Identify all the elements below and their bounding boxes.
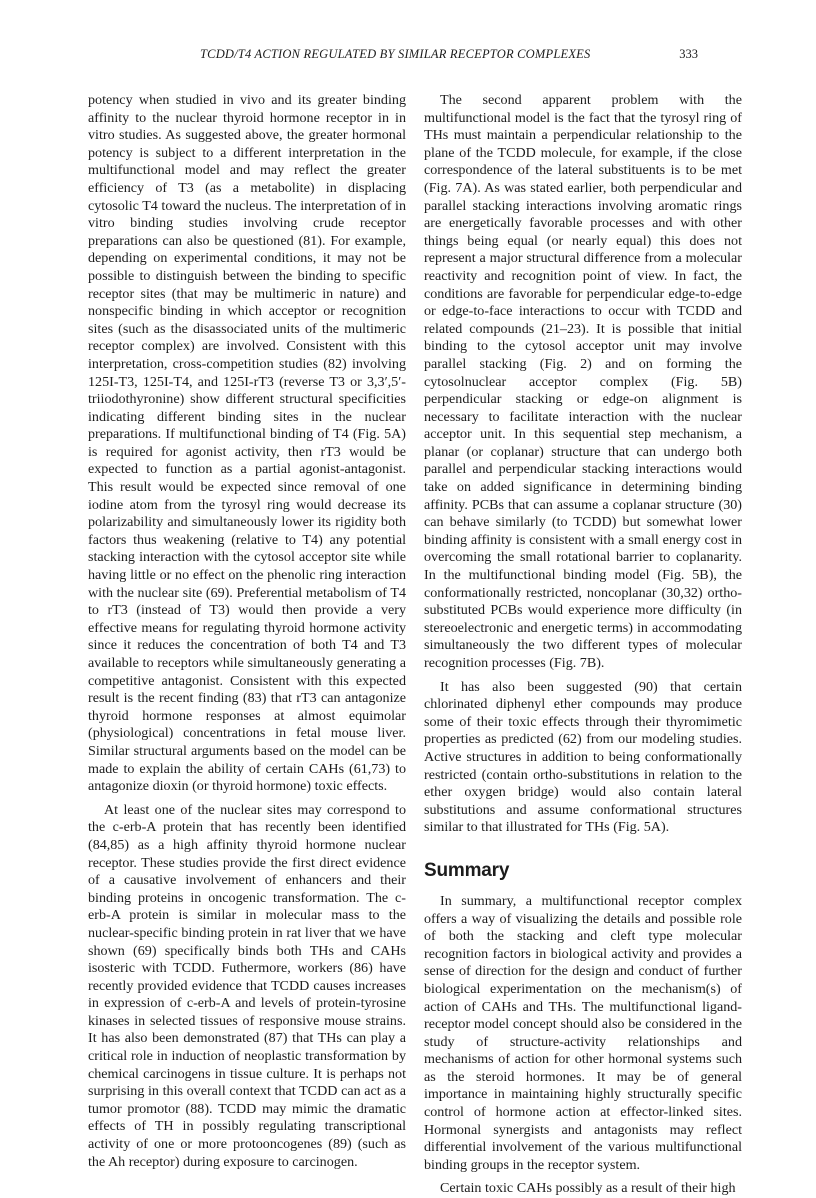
left-column bbox=[88, 92, 406, 1171]
running-title: TCDD/T4 ACTION REGULATED BY SIMILAR RECEPTOR COMPLEXES bbox=[200, 47, 591, 61]
left-paragraph-1: potency when studied in vivo and its greater binding affinity to the nuclear thyroid hormone receptor in in vitro studies. As suggested above, the greater hormonal potency is subject to a different interpretation in the multifunctional model and may reflect the greater efficiency of T3 (as a metabolite) in displacing cytosolic T4 toward the nucleus. The interpretation of in vitro binding studies involving crude receptor preparations can also be questioned (81). For example, depending on experimental conditions, it may not be possible to distinguish between the binding to specific receptor sites (that may be multimeric in nature) and nonspecific binding in which acceptor or recognition sites (such as the disassociated units of the multimeric receptor complex) are involved. Consistent with this interpretation, cross-competition studies (82) involving 125I-T3, 125I-T4, and 125I-rT3 (reverse T3 or 3,3′,5′-triiodothyronine) show different structural specificities indicating different binding sites in the nuclear preparations. If multifunctional binding of T4 (Fig. 5A) is required for agonist activity, then rT3 would be expected to function as a partial agonist-antagonist. This result would be expected since removal of one iodine atom from the tyrosyl ring would decrease its polarizability and simultaneously lower its rigidity both factors thus weakening (relative to T4) any potential stacking interaction with the cytosol acceptor site while having little or no effect on the phenolic ring interaction with the nuclear site (69). Preferential metabolism of T4 to rT3 (instead of T3) would then provide a very effective means for regulating thyroid hormone activity since it reduces the concentration of both T4 and T3 available to receptors while simultaneously generating a competitive antagonist. Consistent with this expected result is the recent finding (83) that rT3 can antagonize thyroid hormone responses at almost equimolar (physiological) concentrations in fetal mouse liver. Similar structural arguments based on the model can be made to explain the ability of certain CAHs (61,73) to antagonize dioxin (or thyroid hormone) toxic effects. bbox=[88, 92, 406, 795]
running-header bbox=[0, 47, 816, 67]
section-heading-summary: Summary bbox=[424, 859, 510, 881]
summary-paragraph-2: Certain toxic CAHs possibly as a result of their high bbox=[440, 1180, 736, 1197]
summary-paragraph-1: In summary, a multifunctional receptor complex offers a way of visualizing the details and possible role of both the stacking and cleft type molecular recognition factors in biological activity and provides a sense of direction for the design and conduct of further biological experimentation on the mechanism(s) of action of CAHs and THs. The multifunctional ligand-receptor model concept should also be considered in the study of structure-activity relationships and mechanisms of action for other hormonal systems such as the steroid hormones. It may be of general importance in maintaining highly structurally specific control of hormone action at effector-linked sites. Hormonal synergists and antagonists may reflect differential involvement of the various multifunctional binding groups in the receptor system. bbox=[424, 892, 742, 1173]
right-paragraph-1: The second apparent problem with the multifunctional model is the fact that the tyrosyl ring of THs must maintain a perpendicular relationship to the plane of the TCDD molecule, for example, if the close correspondence of the lateral substituents is to be met (Fig. 7A). As was stated earlier, both perpendicular and parallel stacking interactions involving aromatic rings are energetically favorable processes and with other things being equal (or nearly equal) this does not represent a major structural difference from a molecular reactivity and recognition point of view. In fact, the conditions are favorable for perpendicular edge-to-edge or edge-to-face interactions to occur with TCDD and related compounds (21–23). It is possible that initial binding to the cytosol acceptor unit may involve parallel stacking (Fig. 2) and on forming the cytosolnuclear acceptor complex (Fig. 5B) perpendicular stacking or edge-on alignment is necessary to facilitate interaction with the nuclear acceptor unit. In this sequential step mechanism, a planar (or coplanar) structure that can undergo both parallel and perpendicular stacking interactions would take on added significance in determining binding affinity. PCBs that can assume a coplanar structure (30) can behave similarly (to TCDD) but somewhat lower binding affinity is consistent with a small energy cost in overcoming the small rotational barrier to coplanarity. In the multifunctional binding model (Fig. 5B), the conformationally restricted, noncoplanar (30,32) ortho-substituted PCBs would experience more difficulty (in stereoelectronic and energetic terms) in accommodating simultaneously the two different types of molecular recognition processes (Fig. 7B). bbox=[424, 92, 742, 671]
page-number: 333 bbox=[679, 47, 698, 61]
right-paragraph-2: It has also been suggested (90) that certain chlorinated diphenyl ether compounds may produce some of their toxic effects through their thyromimetic properties as predicted (62) from our modeling studies. Active structures in addition to being conformationally restricted (contain ortho-substitutions in relation to the ether oxygen bridge) would also contain lateral substitutions and assume conformational structures similar to that illustrated for THs (Fig. 5A). bbox=[424, 678, 742, 836]
right-column bbox=[424, 92, 742, 1198]
left-paragraph-2: At least one of the nuclear sites may correspond to the c-erb-A protein that has recently been identified (84,85) as a high affinity thyroid hormone nuclear receptor. These studies provide the first direct evidence of a causative involvement of enhancers and their binding proteins in oncogenic transformation. The c-erb-A protein is similar in molecular mass to the nuclear-specific binding protein in rat liver that we have shown (69) specifically binds both THs and CAHs isosteric with TCDD. Futhermore, workers (86) have recently provided evidence that TCDD causes increases in expression of c-erb-A and levels of protein-tyrosine kinases in selected tissues of responsive mouse strains. It has also been demonstrated (87) that THs can play a critical role in induction of neoplastic transformation by chemical carcinogens in tissue culture. It is perhaps not surprising in this overall context that TCDD can act as a tumor promotor (88). TCDD may mimic the dramatic effects of TH in possibly regulating transcriptional activity of one or more protooncogenes (89) (such as the Ah receptor) during exposure to carcinogen. bbox=[88, 801, 406, 1170]
